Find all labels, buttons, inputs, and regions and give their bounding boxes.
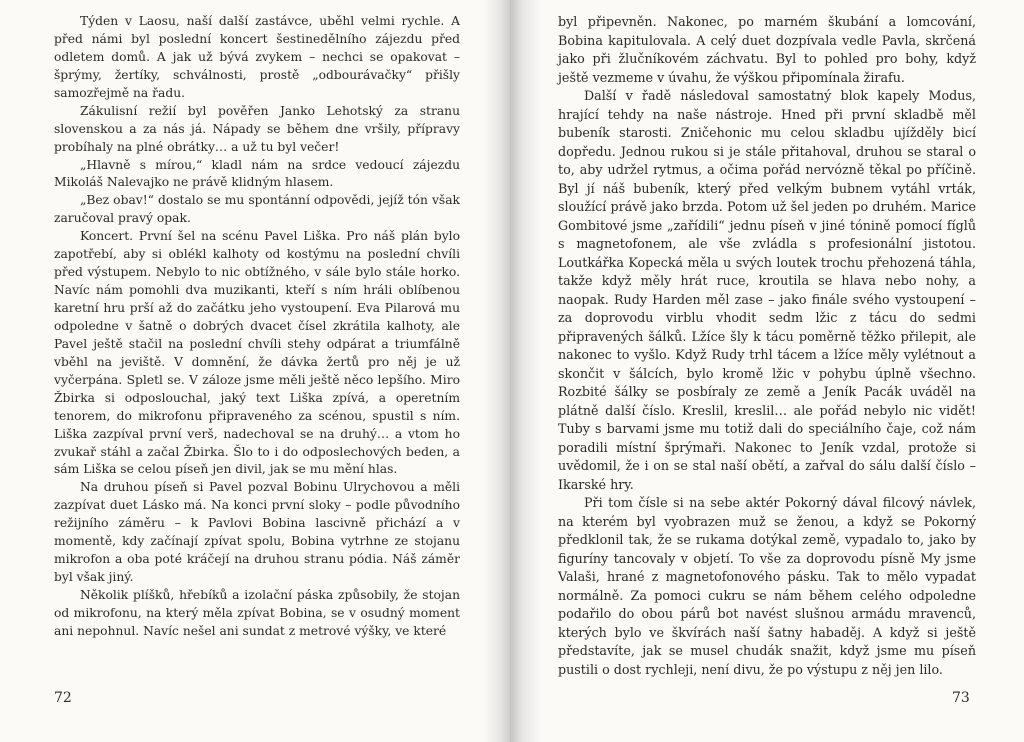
paragraph: Týden v Laosu, naší další zastávce, uběhl velmi rychle. A před námi byl poslední koncert šestinedělního zájezdu před odletem domů. A jak už bývá zvykem – nechci se opakovat – šprýmy, žertíky, schválnosti, prostě „odbourávačky“ přišly samozřejmě na řadu.: [54, 14, 460, 100]
paragraph: byl připevněn. Nakonec, po marném škubání a lomcování, Bobina kapitulovala. A celý duet dozpívala vedle Pavla, skrčená jako při žlučníkovém záchvatu. Byl to pohled pro bohy, když ještě vezmeme v úvahu, že výškou připomínala žirafu.: [558, 14, 976, 85]
paragraph: Zákulisní režií byl pověřen Janko Lehotský za stranu slovenskou a za nás já. Nápady se během dne vršily, přípravy probíhaly na plné obrátky… a už tu byl večer!: [54, 103, 460, 154]
left-page-text: [54, 13, 460, 641]
paragraph: Při tom čísle si na sebe aktér Pokorný dával filcový návlek, na kterém byl vyobrazen muž se ženou, a když se Pokorný předklonil tak, že se rukama dotýkal země, vypadalo to, jako by figuríny tancovaly v objetí. To vše za doprovodu písně My jsme Valaši, hrané z magnetofonového pásku. Tak to mělo vypadat normálně. Za pomoci cukru se nám během celého odpoledne podařilo do obou párů bot navést slušnou armádu mravenců, kterých bylo ve škvírách naší šatny habaděj. A když si ještě představíte, jak se musel chudák snažit, když jsme mu píseň pustili o dost rychleji, není divu, že po výstupu z něj jen lilo.: [558, 495, 976, 677]
page-number: 73: [952, 690, 970, 706]
paragraph: Koncert. První šel na scénu Pavel Liška. Pro náš plán bylo zapotřebí, aby si oblékl kalhoty od kostýmu na poslední chvíli před výstupem. Nebylo to nic obtížného, v sále bylo stále horko. Navíc nám pomohli dva muzikanti, kteří s ním hráli oblíbenou karetní hru prší až do začátku jeho vystoupení. Eva Pilarová mu odpoledne v šatně o dobrých dvacet čísel zkrátila kalhoty, ale Pavel ještě stačil na poslední chvíli stehy odpárat a triumfálně vběhl na jeviště. V domnění, že dávka žertů pro něj je už vyčerpána. Spletl se. V záloze jsme měli ještě něco lepšího. Miro Žbirka si odposlouchal, jaký text Liška zpívá, a operetním tenorem, do mikrofonu připraveného za scénou, spustil s ním. Liška zazpíval první verš, nadechoval se na druhý… a vtom ho zvukař stáhl a začal Žbirka. Šlo to i do odposlechových beden, a sám Liška se celou píseň jen divil, jak se mu mění hlas.: [54, 229, 460, 477]
paragraph: „Hlavně s mírou,“ kladl nám na srdce vedoucí zájezdu Mikoláš Nalevajko ne právě klidným hlasem.: [54, 157, 460, 190]
left-page: [0, 0, 510, 742]
paragraph: Další v řadě následoval samostatný blok kapely Modus, hrající tehdy na naše nástroje. Hned při první skladbě měl bubeník starosti. Zničehonic mu celou skladbu ujížděly bicí dopředu. Jednou rukou si je stále přitahoval, druhou se staral o to, aby udržel rytmus, a očima pořád nervózně těkal po příčině. Byl jí náš bubeník, který před velkým bubnem vytáhl vrták, sloužící právě jako brzda. Potom už šel jeden po druhém. Marice Gombitové jsme „zařídili“ jednu píseň v jiné tónině pomocí fíglů s magnetofonem, ale vše zvládla s profesionální jistotou. Loutkářka Kopecká měla u svých loutek trochu přehozená táhla, takže když měly hrát ruce, kroutila se hlava nebo nohy, a naopak. Rudy Harden měl zase – jako finále svého vystoupení – za doprovodu virblu vhodit sedm lžic z tácu do sedmi připravených šálků. Lžíce šly k tácu poměrně těžko přilepit, ale nakonec to vyšlo. Když Rudy trhl tácem a lžíce měly vylétnout a skončit v šálcích, bylo kromě lžic v pohybu úplně všechno. Rozbité šálky se posbíraly ze země a Jeník Pacák uváděl na plátně další číslo. Kreslil, kreslil… ale pořád nebylo nic vidět! Tuby s barvami jsme mu totiž dali do speciálního čaje, což nám poradili místní šprýmaři. Nakonec to Jeník vzdal, protože si uvědomil, že i on se stal naší obětí, a zařval do sálu další číslo – Ikarské hry.: [558, 88, 976, 492]
right-page: [510, 0, 1024, 742]
page-number: 72: [54, 690, 72, 706]
gutter-shadow-right: [510, 0, 542, 742]
paragraph: Několik plíšků, hřebíků a izolační páska způsobily, že stojan od mikrofonu, na který měla zpívat Bobina, se v osudný moment ani nepohnul. Navíc nešel ani sundat z metrové výšky, ve které: [54, 588, 460, 638]
gutter-shadow-left: [484, 0, 510, 742]
right-page-text: [558, 13, 976, 679]
paragraph: „Bez obav!“ dostalo se mu spontánní odpovědi, jejíž tón však zaručoval pravý opak.: [54, 193, 460, 226]
paragraph: Na druhou píseň si Pavel pozval Bobinu Ulrychovou a měli zazpívat duet Lásko má. Na konci první sloky – podle původního režijního záměru – k Pavlovi Bobina lascivně přichází a v momentě, kdy začínají zpívat spolu, Bobina vytrhne ze stojanu mikrofon a oba poté kráčejí na druhou stranu pódia. Náš záměr byl však jiný.: [54, 480, 460, 585]
